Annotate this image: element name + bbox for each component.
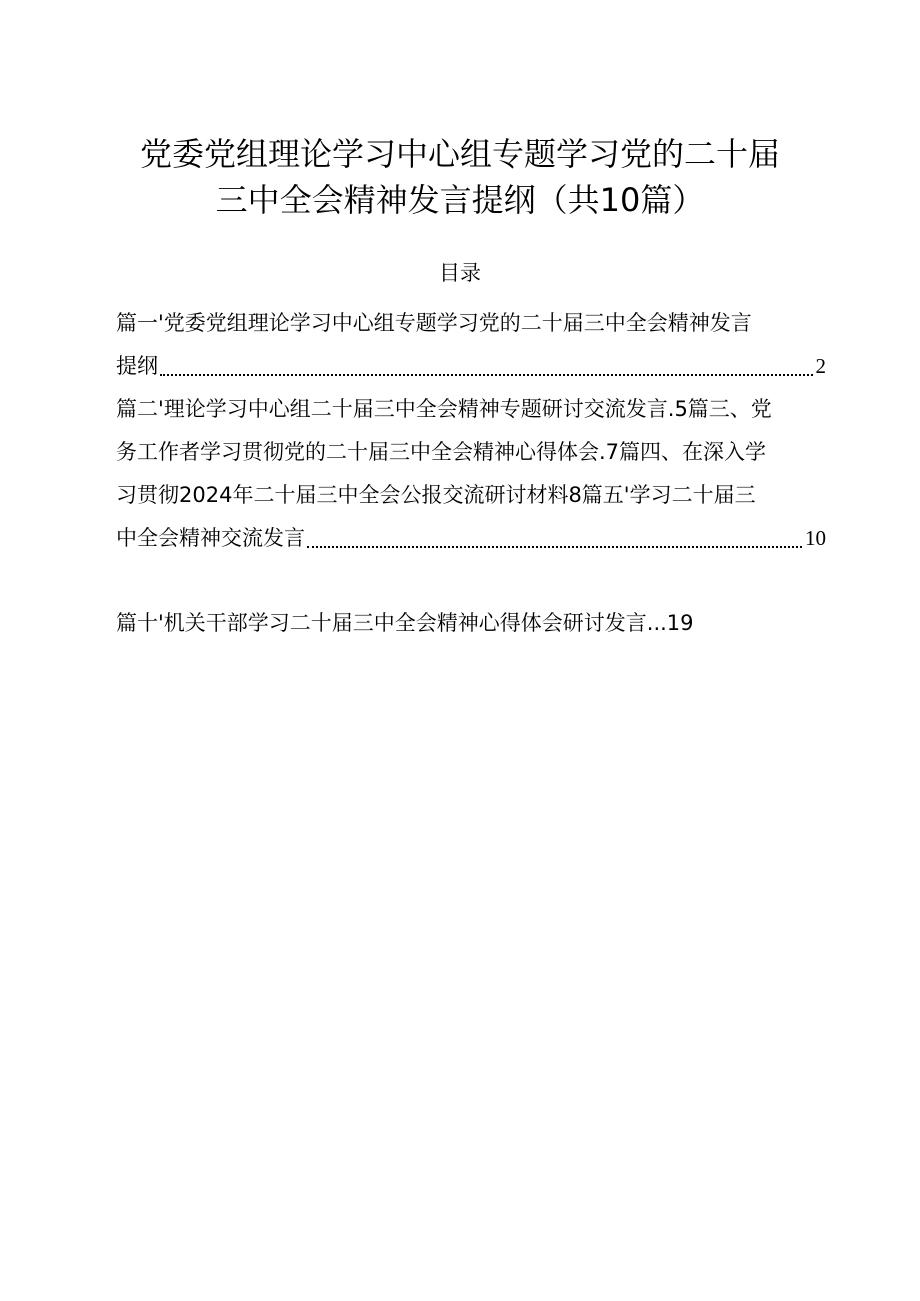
toc-line: 篇一'党委党组理论学习中心组专题学习党的二十届三中全会精神发言	[116, 311, 752, 335]
dot-leader	[307, 546, 802, 548]
toc-line: 务工作者学习贯彻党的二十届三中全会精神心得体会.7篇四、在深入学	[116, 440, 767, 464]
toc-line[interactable]	[116, 519, 826, 557]
document-title-line-1: 党委党组理论学习中心组专题学习党的二十届	[139, 135, 780, 173]
dot-leader	[160, 374, 813, 376]
toc-page-number: 10	[805, 526, 826, 550]
toc-line: 篇二'理论学习中心组二十届三中全会精神专题研讨交流发言.5篇三、党	[116, 397, 772, 421]
toc-line[interactable]: 篇十'机关干部学习二十届三中全会精神心得体会研讨发言...19	[116, 611, 694, 635]
toc-entry-text: 提纲	[116, 354, 158, 378]
toc-page-number: 2	[815, 354, 826, 378]
toc-entry-text: 中全会精神交流发言	[116, 526, 305, 550]
toc-line[interactable]	[116, 347, 826, 385]
toc-heading: 目录	[439, 261, 481, 285]
document-title-line-2: 三中全会精神发言提纲（共10篇）	[215, 181, 705, 219]
toc-line: 习贯彻2024年二十届三中全会公报交流研讨材料8篇五'学习二十届三	[116, 483, 756, 507]
